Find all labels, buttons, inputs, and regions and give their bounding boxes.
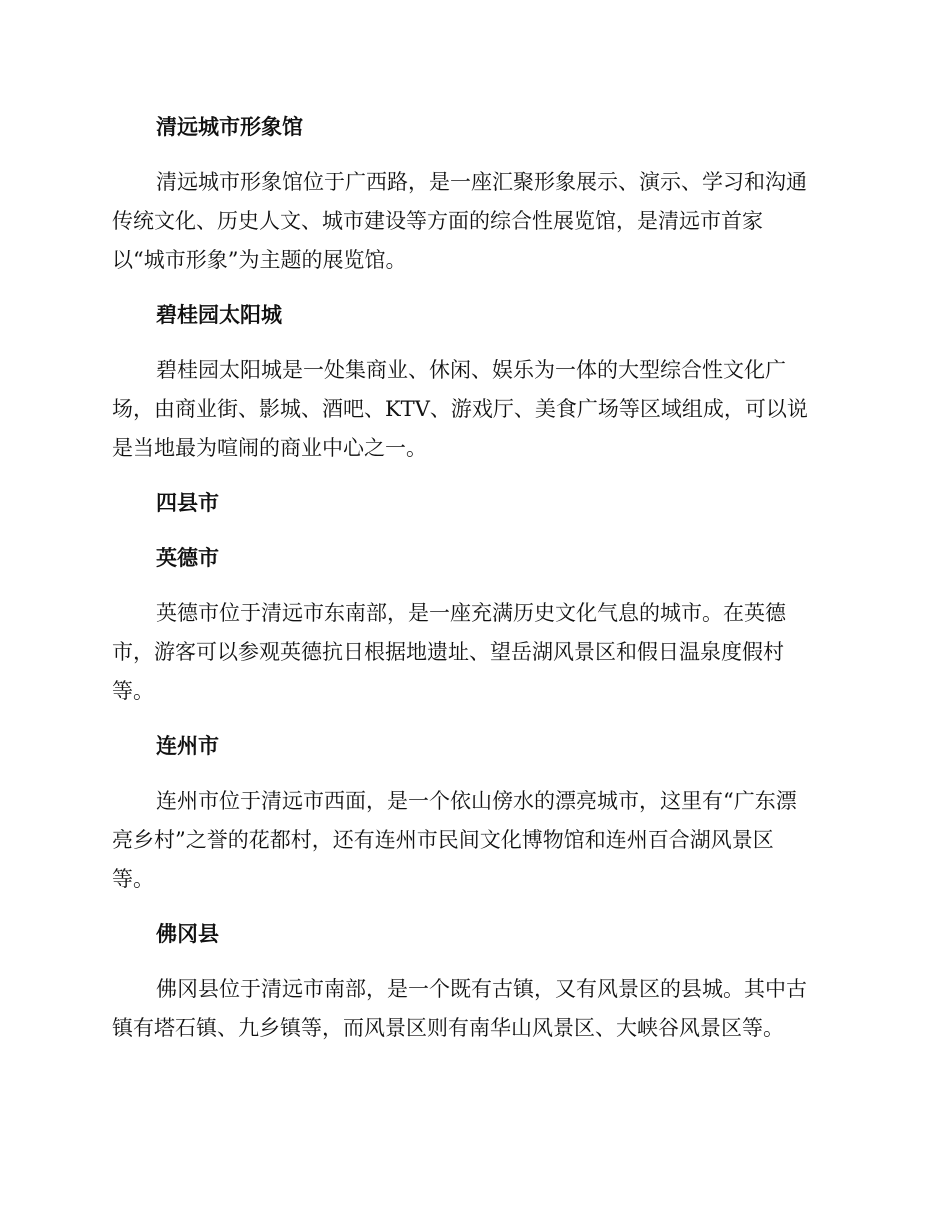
paragraph-qingyuan-image-hall <box>112 163 832 280</box>
para-line: 连州市位于清远市西面，是一个依山傍水的漂亮城市，这里有“广东漂 <box>156 789 797 813</box>
heading-country-garden-sun-city: 碧桂园太阳城 <box>156 303 282 327</box>
paragraph-country-garden-sun-city <box>112 351 832 468</box>
paragraph-yingde <box>112 594 832 711</box>
para-line: 清远城市形象馆位于广西路，是一座汇聚形象展示、演示、学习和沟通 <box>156 170 807 194</box>
heading-qingyuan-image-hall: 清远城市形象馆 <box>156 115 303 139</box>
para-line: 碧桂园太阳城是一处集商业、休闲、娱乐为一体的大型综合性文化广 <box>156 358 786 382</box>
para-line: 亮乡村”之誉的花都村，还有连州市民间文化博物馆和连州百合湖风景区 <box>112 828 774 852</box>
heading-fogang: 佛冈县 <box>156 922 219 946</box>
paragraph-fogang <box>112 970 832 1048</box>
para-line: 等。 <box>112 679 154 703</box>
heading-lianzhou: 连州市 <box>156 734 219 758</box>
para-line: 以“城市形象”为主题的展览馆。 <box>112 248 407 272</box>
para-line: 等。 <box>112 867 154 891</box>
para-line: 市，游客可以参观英德抗日根据地遗址、望岳湖风景区和假日温泉度假村 <box>112 640 784 664</box>
paragraph-lianzhou <box>112 782 832 899</box>
para-line: 场，由商业街、影城、酒吧、KTV、游戏厅、美食广场等区域组成，可以说 <box>112 397 808 421</box>
section-four-counties: 四县市 <box>156 491 219 515</box>
para-line: 佛冈县位于清远市南部，是一个既有古镇，又有风景区的县城。其中古 <box>156 977 807 1001</box>
para-line: 英德市位于清远市东南部，是一座充满历史文化气息的城市。在英德 <box>156 601 786 625</box>
para-line: 传统文化、历史人文、城市建设等方面的综合性展览馆，是清远市首家 <box>112 209 763 233</box>
document-content <box>112 108 832 1064</box>
para-line: 镇有塔石镇、九乡镇等，而风景区则有南华山风景区、大峡谷风景区等。 <box>112 1016 784 1040</box>
heading-yingde: 英德市 <box>156 546 219 570</box>
para-line: 是当地最为喧闹的商业中心之一。 <box>112 436 427 460</box>
